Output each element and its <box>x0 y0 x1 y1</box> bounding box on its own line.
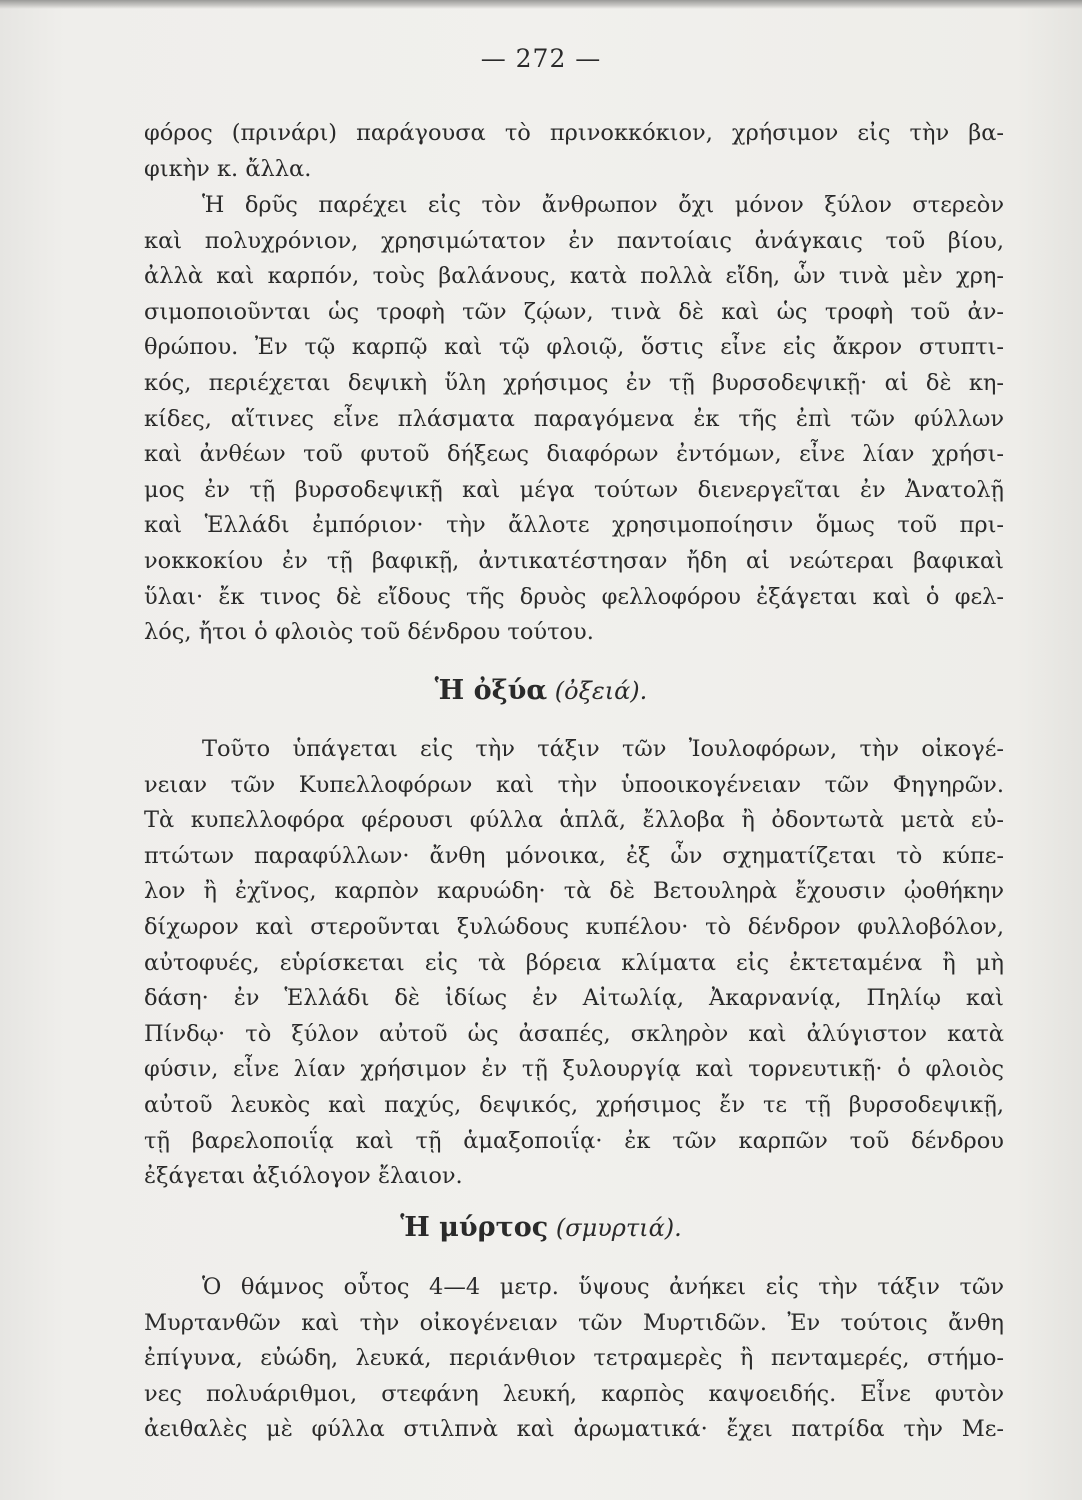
text-line: πτώτων παραφύλλων· ἄνθη μόνοικα, ἐξ ὧν σχηματίζεται τὸ κύπε- <box>144 842 1004 869</box>
text-line: Τοῦτο ὑπάγεται εἰς τὴν τάξιν τῶν Ἰουλοφόρων, τὴν οἰκογέ- <box>202 736 1004 762</box>
text-line: αὐτοῦ λευκὸς καὶ παχύς, δεψικός, χρήσιμος ἔν τε τῇ βυρσοδεψικῇ, <box>144 1091 1004 1118</box>
text-line: φόρος (πρινάρι) παράγουσα τὸ πρινοκκόκιον, χρήσιμον εἰς τὴν βα- <box>144 120 1004 146</box>
text-line: λός, ἤτοι ὁ φλοιὸς τοῦ δένδρου τούτου. <box>144 619 594 646</box>
text-line: Πίνδῳ· τὸ ξύλον αὐτοῦ ὡς ἀσαπές, σκληρὸν καὶ ἀλύγιστον κατὰ <box>144 1020 1004 1047</box>
text-line: Ὁ θάμνος οὗτος 4—4 μετρ. ὕψους ἀνήκει εἰς τὴν τάξιν τῶν <box>202 1274 1004 1300</box>
text-line: δάση· ἐν Ἑλλάδι δὲ ἰδίως ἐν Αἰτωλίᾳ, Ἀκαρνανίᾳ, Πηλίῳ καὶ <box>144 985 1004 1012</box>
text-line: φικὴν κ. ἄλλα. <box>144 155 312 182</box>
text-line: φύσιν, εἶνε λίαν χρήσιμον ἐν τῇ ξυλουργίᾳ καὶ τορνευτικῇ· ὁ φλοιὸς <box>144 1056 1004 1083</box>
text-line: νειαν τῶν Κυπελλοφόρων καὶ τὴν ὑποοικογένειαν τῶν Φηγηρῶν. <box>144 771 1004 798</box>
text-line: σιμοποιοῦνται ὡς τροφὴ τῶν ζῴων, τινὰ δὲ καὶ ὡς τροφὴ τοῦ ἀν- <box>144 298 1004 325</box>
text-line: ἐξάγεται ἀξιόλογον ἔλαιον. <box>144 1163 463 1190</box>
section-heading-title: Ἡ ὀξύα <box>434 675 548 706</box>
section-heading-subtitle: (σμυρτιά). <box>555 1214 682 1242</box>
text-line: καὶ ἀνθέων τοῦ φυτοῦ δήξεως διαφόρων ἐντόμων, εἶνε λίαν χρήσι- <box>144 441 1004 468</box>
text-line: Μυρτανθῶν καὶ τὴν οἰκογένειαν τῶν Μυρτιδῶν. Ἐν τούτοις ἄνθη <box>144 1309 1004 1336</box>
text-line: ἀειθαλὲς μὲ φύλλα στιλπνὰ καὶ ἀρωματικά· ἔχει πατρίδα τὴν Με- <box>144 1416 1004 1443</box>
text-line: δίχωρον καὶ στεροῦνται ξυλώδους κυπέλου· τὸ δένδρον φυλλοβόλον, <box>144 913 1004 940</box>
page-top-edge <box>0 0 1082 9</box>
paragraph-continuation <box>144 116 1004 187</box>
paragraph-oak <box>144 188 1004 651</box>
text-line: Τὰ κυπελλοφόρα φέρουσι φύλλα ἁπλᾶ, ἔλλοβα ἢ ὀδοντωτὰ μετὰ εὐ- <box>144 807 1004 834</box>
section-heading-beech <box>0 673 1082 709</box>
paragraph-myrtle <box>144 1270 1004 1448</box>
section-heading-title: Ἡ μύρτος <box>400 1212 549 1243</box>
text-line: μος ἐν τῇ βυρσοδεψικῇ καὶ μέγα τούτων διενεργεῖται ἐν Ἀνατολῇ <box>144 476 1004 503</box>
text-line: αὐτοφυές, εὑρίσκεται εἰς τὰ βόρεια κλίματα εἰς ἐκτεταμένα ἢ μὴ <box>144 949 1004 976</box>
paragraph-beech <box>144 732 1004 1195</box>
text-line: θρώπου. Ἐν τῷ καρπῷ καὶ τῷ φλοιῷ, ὅστις εἶνε εἰς ἄκρον στυπτι- <box>144 334 1004 361</box>
text-line: κός, περιέχεται δεψικὴ ὕλη χρήσιμος ἐν τῇ βυρσοδεψικῇ· αἱ δὲ κη- <box>144 369 1004 396</box>
text-line: λον ἢ ἐχῖνος, καρπὸν καρυώδη· τὰ δὲ Βετουληρὰ ἔχουσιν ᾠοθήκην <box>144 878 1004 905</box>
text-line: νες πολυάριθμοι, στεφάνη λευκή, καρπὸς καψοειδής. Εἶνε φυτὸν <box>144 1380 1004 1407</box>
text-line: Ἡ δρῦς παρέχει εἰς τὸν ἄνθρωπον ὄχι μόνον ξύλον στερεὸν <box>202 192 1004 218</box>
text-line: ὕλαι· ἔκ τινος δὲ εἴδους τῆς δρυὸς φελλοφόρου ἐξάγεται καὶ ὁ φελ- <box>144 583 1004 610</box>
page-number: — 272 — <box>480 44 602 73</box>
text-line: καὶ πολυχρόνιον, χρησιμώτατον ἐν παντοίαις ἀνάγκαις τοῦ βίου, <box>144 227 1004 254</box>
text-line: ἀλλὰ καὶ καρπόν, τοὺς βαλάνους, κατὰ πολλὰ εἴδη, ὧν τινὰ μὲν χρη- <box>144 263 1004 290</box>
text-line: καὶ Ἑλλάδι ἐμπόριον· τὴν ἄλλοτε χρησιμοποίησιν ὅμως τοῦ πρι- <box>144 512 1004 539</box>
text-line: νοκκοκίου ἐν τῇ βαφικῇ, ἀντικατέστησαν ἤδη αἱ νεώτεραι βαφικαὶ <box>144 547 1004 574</box>
text-line: κίδες, αἵτινες εἶνε πλάσματα παραγόμενα ἐκ τῆς ἐπὶ τῶν φύλλων <box>144 405 1004 432</box>
section-heading-subtitle: (ὀξειά). <box>554 677 648 705</box>
section-heading-myrtle <box>0 1210 1082 1246</box>
text-line: τῇ βαρελοποιΐᾳ καὶ τῇ ἁμαξοποιΐᾳ· ἐκ τῶν καρπῶν τοῦ δένδρου <box>144 1127 1004 1154</box>
text-line: ἐπίγυνα, εὐώδη, λευκά, περιάνθιον τετραμερὲς ἢ πενταμερές, στήμο- <box>144 1345 1004 1372</box>
